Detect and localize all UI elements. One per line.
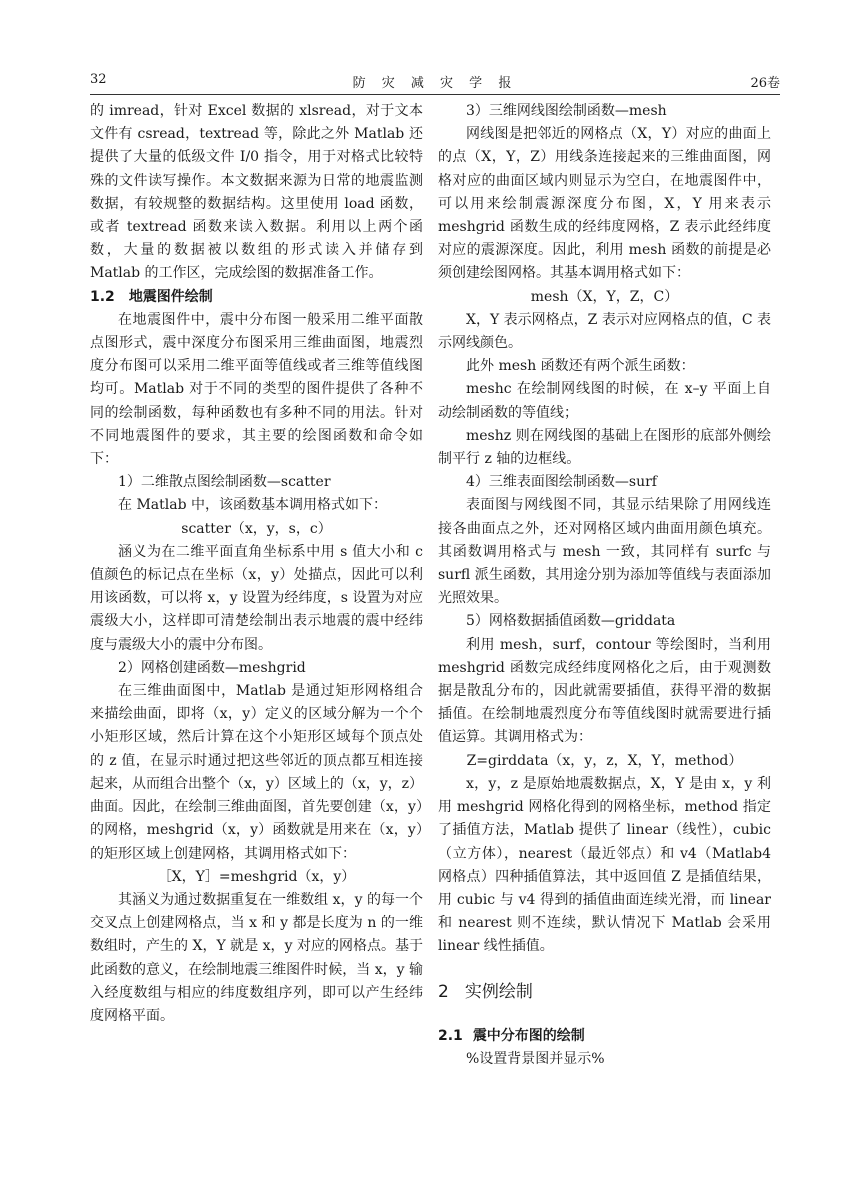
formula: scatter（x，y，s，c）: [181, 520, 332, 537]
paragraph: 利用 mesh，surf，contour 等绘图时，当利用 meshgrid 函数完成经纬度网格化之后，由于观测数据是散乱分布的，因此就需要插值，获得平滑的数据插值。在绘制地震烈度分布等值线图时就需要进行插值运算。其调用格式为：: [438, 636, 771, 746]
section-number: 1.2: [90, 288, 115, 305]
paragraph: x，y，z 是原始地震数据点，X，Y 是由 x，y 利用 meshgrid 网格化得到的网格坐标，method 指定了插值方法，Matlab 提供了 linear（线性），cubic（立方体），nearest（最近邻点）和 v4（Matlab4 网格点）四种插值算法，其中返回值 Z 是插值结果，用 cubic 与 v4 得到的插值曲面连续光滑，而 linear 和 nearest 则不连续，默认情况下 Matlab 会采用 linear 线性插值。: [438, 775, 771, 955]
formula: mesh（X，Y，Z，C）: [530, 288, 679, 305]
section-title: 实例绘制: [464, 981, 533, 1002]
code-comment: %设置背景图并显示%: [466, 1050, 605, 1067]
running-header: [90, 72, 780, 94]
paragraph: 涵义为在二维平面直角坐标系中用 s 值大小和 c 值颜色的标记点在坐标（x，y）处描点，因此可以利用该函数，可以将 x，y 设置为经纬度，s 设置为对应震级大小，这样即可清楚绘制出表示地震的震中经纬度与震级大小的震中分布图。: [90, 543, 423, 653]
paragraph: 的 imread，针对 Excel 数据的 xlsread，对于文本文件有 csread，textread 等，除此之外 Matlab 还提供了大量的低级文件 I/0 指令，用于对格式比较特殊的文件读写操作。本文数据来源为日常的地震监测数据，有较规整的数据结构。这里使用 load 函数，或者 textread 函数来读入数据。利用以上两个函数，大量的数据被以数组的形式读入并储存到 Matlab 的工作区，完成绘图的数据准备工作。: [90, 103, 423, 282]
list-item: 2）网格创建函数—meshgrid: [118, 659, 306, 676]
paragraph: 此外 mesh 函数还有两个派生函数：: [466, 358, 695, 375]
paragraph: 在三维曲面图中，Matlab 是通过矩形网格组合来描绘曲面，即将（x，y）定义的区域分解为一个个小矩形区域，然后计算在这个小矩形区域每个顶点处的 z 值，在显示时通过把这些邻近的顶点都互相连接起来，从而组合出整个（x，y）区域上的（x，y，z）曲面。因此，在绘制三维曲面图，首先要创建（x，y）的网格，meshgrid（x，y）函数就是用来在（x，y）的矩形区域上创建网格，其调用格式如下：: [90, 683, 423, 862]
paragraph: meshc 在绘制网线图的时候，在 x–y 平面上自动绘制函数的等值线；: [438, 381, 771, 421]
page-number: 32: [90, 72, 107, 87]
section-heading-2: [438, 979, 771, 1005]
volume-label: 26卷: [750, 76, 780, 91]
list-item: 1）二维散点图绘制函数—scatter: [118, 474, 331, 491]
paragraph: 在地震图件中，震中分布图一般采用二维平面散点图形式，震中深度分布图采用三维曲面图，地震烈度分布图可以采用二维平面等值线或者三维等值线图均可。Matlab 对于不同的类型的图件提供了各种不同的绘制函数，每种函数也有多种不同的用法。针对不同地震图件的要求，其主要的绘图函数和命令如下：: [90, 311, 423, 468]
paragraph: 网线图是把邻近的网格点（X，Y）对应的曲面上的点（X，Y，Z）用线条连接起来的三维曲面图，网格对应的曲面区域内则显示为空白，在地震图件中，可以用来绘制震源深度分布图，X，Y 用来表示 meshgrid 函数生成的经纬度网格，Z 表示此经纬度对应的震源深度。因此，利用 mesh 函数的前提是必须创建绘图网格。其基本调用格式如下：: [438, 126, 771, 282]
section-title: 地震图件绘制: [128, 288, 213, 305]
journal-title: 防 灾 减 灾 学 报: [352, 76, 518, 91]
formula: Z=girddata（x，y，z，X，Y，method）: [466, 752, 743, 769]
section-number: 2.1: [438, 1027, 463, 1044]
paragraph: 表面图与网线图不同，其显示结果除了用网线连接各曲面点之外，还对网格区域内曲面用颜色填充。其函数调用格式与 mesh 一致，其同样有 surfc 与 surfl 派生函数，其用途分别为添加等值线与表面添加光照效果。: [438, 497, 771, 607]
section-title: 震中分布图的绘制: [472, 1027, 585, 1044]
list-item: 4）三维表面图绘制函数—surf: [466, 474, 657, 491]
left-column: [90, 100, 423, 1028]
paragraph: meshz 则在网线图的基础上在图形的底部外侧绘制平行 z 轴的边框线。: [438, 427, 771, 468]
header-rule: [90, 94, 780, 95]
list-item: 3）三维网线图绘制函数—mesh: [466, 103, 667, 119]
section-number: 2: [438, 981, 449, 1002]
right-column: [438, 100, 771, 1071]
paragraph: 其涵义为通过数据重复在一维数组 x，y 的每一个交叉点上创建网格点，当 x 和 y 都是长度为 n 的一维数组时，产生的 X，Y 就是 x，y 对应的网格点。基于此函数的意义，在绘制地震三维图件时候，当 x，y 输入经度数组与相应的纬度数组序列，即可以产生经纬度网格平面。: [90, 891, 423, 1024]
section-heading-2-1: [438, 1025, 771, 1048]
paragraph: X，Y 表示网格点，Z 表示对应网格点的值，C 表示网线颜色。: [438, 311, 771, 352]
list-item: 5）网格数据插值函数—griddata: [466, 613, 676, 630]
formula: ［X，Y］=meshgrid（x，y）: [157, 868, 356, 885]
paragraph: 在 Matlab 中，该函数基本调用格式如下：: [118, 497, 387, 514]
section-heading-1-2: [90, 286, 423, 309]
